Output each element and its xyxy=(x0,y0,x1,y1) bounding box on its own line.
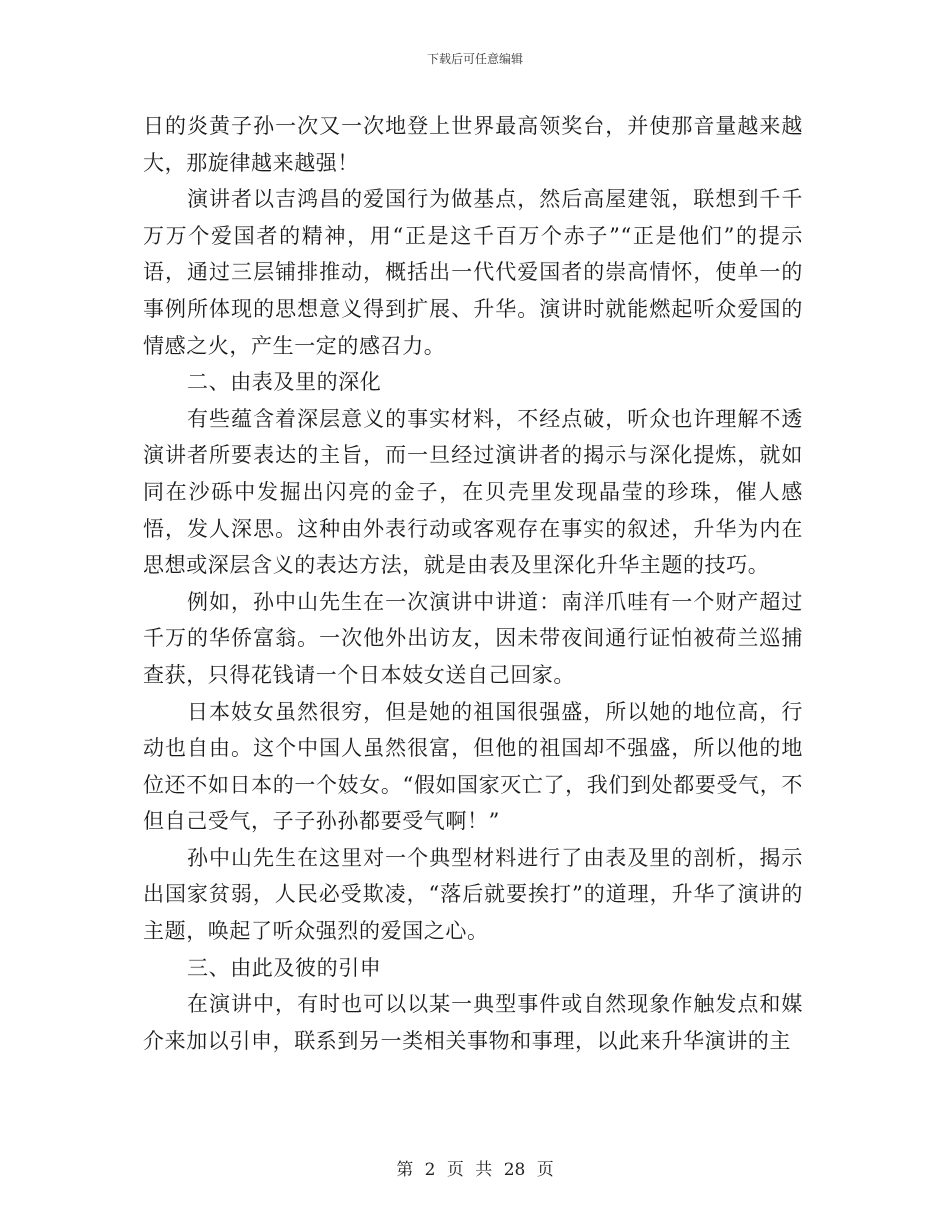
page-header: 下载后可任意编辑 xyxy=(426,52,523,66)
section-heading: 二、由表及里的深化 xyxy=(187,370,382,395)
paragraph: 在演讲中，有时也可以以某一典型事件或自然现象作触发点和媒介来加以引申，联系到另一类相关事物和事理，以此来升华演讲的主 xyxy=(143,992,803,1053)
document-body xyxy=(143,108,803,1059)
paragraph: 例如，孙中山先生在一次演讲中讲道：南洋爪哇有一个财产超过千万的华侨富翁。一次他外出访友，因未带夜间通行证怕被荷兰巡捕查获，只得花钱请一个日本妓女送自己回家。 xyxy=(143,589,803,687)
paragraph: 有些蕴含着深层意义的事实材料，不经点破，听众也许理解不透演讲者所要表达的主旨，而一旦经过演讲者的揭示与深化提炼，就如同在沙砾中发掘出闪亮的金子，在贝壳里发现晶莹的珍珠，催人感悟，发人深思。这种由外表行动或客观存在事实的叙述，升华为内在思想或深层含义的表达方法，就是由表及里深化升华主题的技巧。 xyxy=(143,406,803,578)
paragraph: 演讲者以吉鸿昌的爱国行为做基点，然后高屋建瓴，联想到千千万万个爱国者的精神，用“正是这千百万个赤子”“正是他们”的提示语，通过三层铺排推动，概括出一代代爱国者的崇高情怀，使单一的事例所体现的思想意义得到扩展、升华。演讲时就能燃起听众爱国的情感之火，产生一定的感召力。 xyxy=(143,187,803,358)
paragraph: 孙中山先生在这里对一个典型材料进行了由表及里的剖析，揭示出国家贫弱，人民必受欺凌，“落后就要挨打”的道理，升华了演讲的主题，唤起了听众强烈的爱国之心。 xyxy=(143,845,803,944)
paragraph: 日本妓女虽然很穷，但是她的祖国很强盛，所以她的地位高，行动也自由。这个中国人虽然很富，但他的祖国却不强盛，所以他的地位还不如日本的一个妓女。“假如国家灭亡了，我们到处都要受气，不但自己受气，子子孙孙都要受气啊！” xyxy=(143,699,803,834)
paragraph: 日的炎黄子孙一次又一次地登上世界最高领奖台，并使那音量越来越大，那旋律越来越强！ xyxy=(143,114,803,175)
page-footer: 第 2 页 共 28 页 xyxy=(396,1160,554,1180)
section-heading: 三、由此及彼的引申 xyxy=(187,955,382,980)
